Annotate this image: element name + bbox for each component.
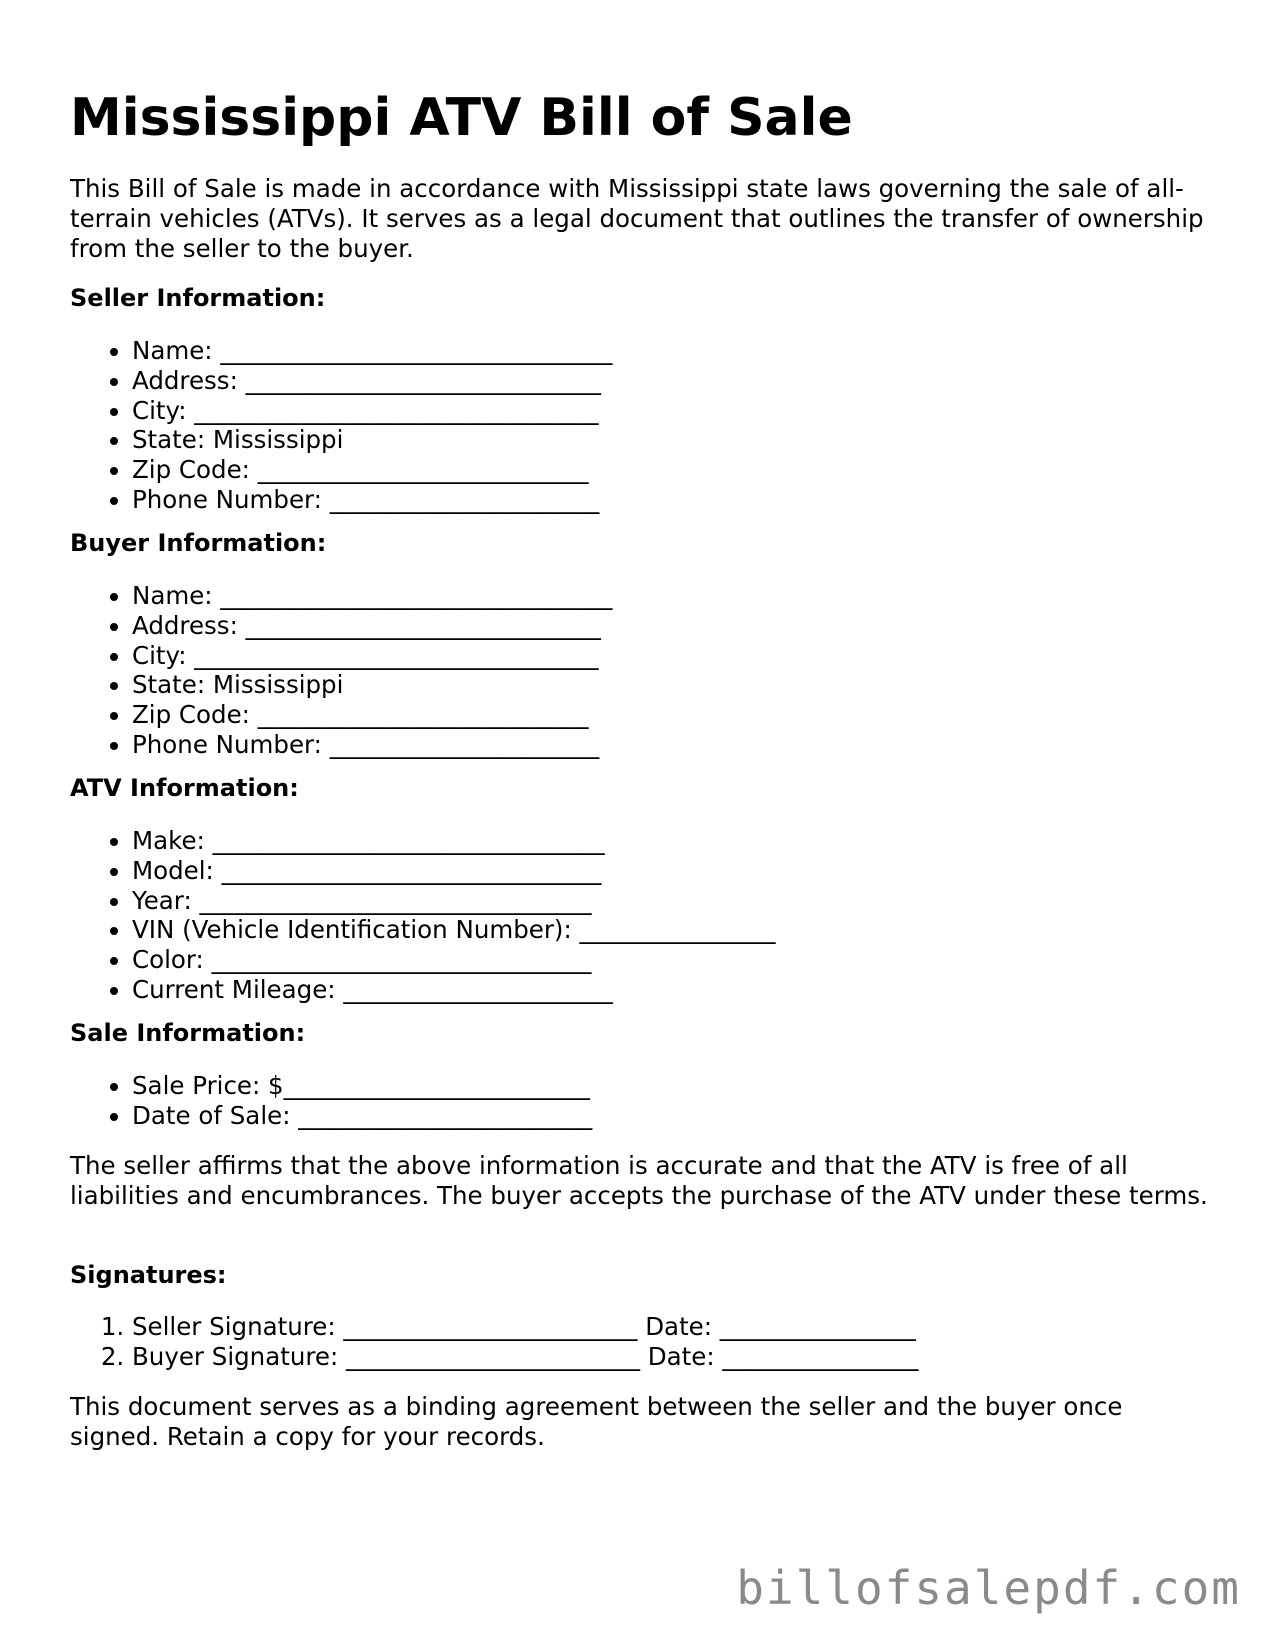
seller-list (70, 336, 612, 515)
atv-list (70, 826, 776, 1005)
atv-year-field[interactable]: • Year: ________________________________ (132, 886, 776, 916)
buyer-phone-field[interactable]: • Phone Number: ______________________ (132, 730, 612, 760)
seller-address-field[interactable]: • Address: _____________________________ (132, 366, 612, 396)
buyer-address-field[interactable]: • Address: _____________________________ (132, 611, 612, 641)
buyer-zip-field[interactable]: • Zip Code: ___________________________ (132, 700, 612, 730)
sale-heading: Sale Information: (70, 1019, 306, 1047)
atv-color-field[interactable]: • Color: _______________________________ (132, 945, 776, 975)
sale-price-field[interactable]: • Sale Price: $_________________________ (132, 1071, 592, 1101)
atv-model-field[interactable]: • Model: _______________________________ (132, 856, 776, 886)
affirmation-paragraph: The seller affirms that the above information is accurate and that the ATV is free of all liabilities and encumbrances. The buyer accepts the purchase of the ATV under these terms. (70, 1151, 1208, 1210)
seller-city-field[interactable]: • City: _________________________________ (132, 396, 612, 426)
buyer-heading: Buyer Information: (70, 529, 327, 557)
atv-make-field[interactable]: • Make: ________________________________ (132, 826, 776, 856)
seller-signature-field[interactable]: 1. Seller Signature: ________________________ Date: ________________ (132, 1312, 918, 1342)
atv-mileage-field[interactable]: • Current Mileage: ______________________ (132, 975, 776, 1005)
seller-state-field: • State: Mississippi (132, 425, 612, 455)
sale-date-field[interactable]: • Date of Sale: ________________________ (132, 1101, 592, 1131)
buyer-name-field[interactable]: • Name: ________________________________ (132, 581, 612, 611)
seller-name-field[interactable]: • Name: ________________________________ (132, 336, 612, 366)
buyer-state-field: • State: Mississippi (132, 670, 612, 700)
intro-paragraph: This Bill of Sale is made in accordance with Mississippi state laws governing the sale of all-terrain vehicles (ATVs). It serves as a legal document that outlines the transfer of ownership from the seller to the buyer. (70, 174, 1204, 263)
buyer-signature-field[interactable]: 2. Buyer Signature: ________________________ Date: ________________ (132, 1342, 918, 1372)
seller-phone-field[interactable]: • Phone Number: ______________________ (132, 485, 612, 515)
atv-vin-field[interactable]: • VIN (Vehicle Identification Number): ________________ (132, 915, 776, 945)
seller-heading: Seller Information: (70, 284, 326, 312)
closing-paragraph: This document serves as a binding agreement between the seller and the buyer once signed. Retain a copy for your records. (70, 1392, 1123, 1451)
sale-list (70, 1071, 592, 1131)
seller-zip-field[interactable]: • Zip Code: ___________________________ (132, 455, 612, 485)
site-watermark: billofsalepdf.com (736, 1561, 1241, 1615)
document-title: Mississippi ATV Bill of Sale (70, 88, 853, 148)
signatures-heading: Signatures: (70, 1261, 227, 1289)
buyer-city-field[interactable]: • City: _________________________________ (132, 641, 612, 671)
atv-heading: ATV Information: (70, 774, 299, 802)
buyer-list (70, 581, 612, 760)
signatures-list (70, 1312, 918, 1372)
